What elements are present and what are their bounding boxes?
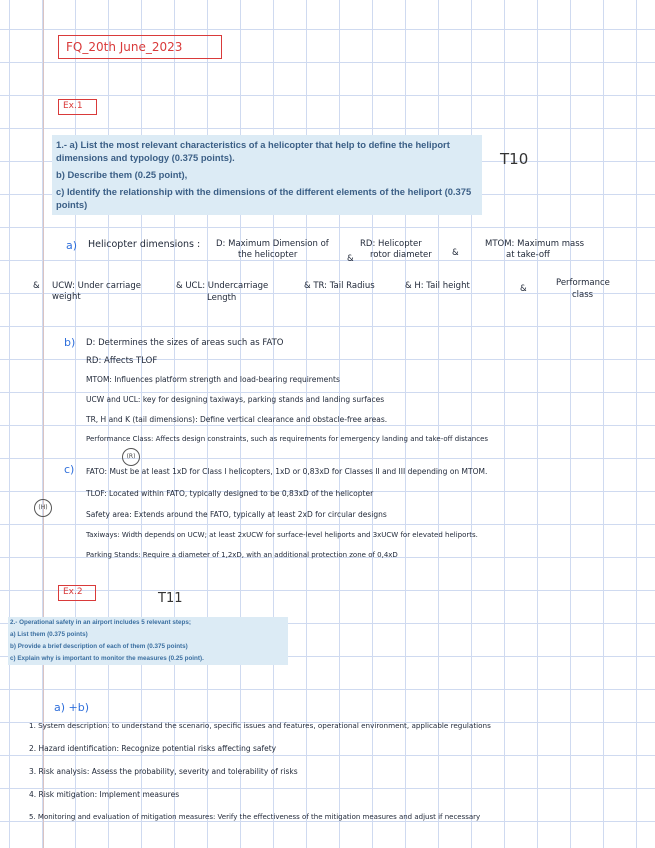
annotation-circle-h: (H)	[34, 499, 52, 517]
rd-definition-bottom: rotor diameter	[370, 250, 432, 260]
c-line-tlof: TLOF: Located within FATO, typically designed to be 0,83xD of the helicopter	[86, 489, 374, 498]
ex1-question-a: 1.- a) List the most relevant characteristics of a helicopter that help to define the heliport dimensions and typology (0.375 points).	[56, 139, 450, 163]
title-box	[58, 35, 222, 59]
d-definition-bottom: the helicopter	[238, 250, 298, 260]
b-line-rd: RD: Affects TLOF	[86, 356, 158, 366]
ex1-a-marker: a)	[66, 239, 78, 252]
c-line-safety: Safety area: Extends around the FATO, typically at least 2xD for circular designs	[86, 510, 387, 519]
ex1-tag: T10	[500, 150, 529, 168]
amp-2: &	[452, 248, 459, 258]
d-definition-top: D: Maximum Dimension of	[216, 239, 329, 249]
rd-definition-top: RD: Helicopter	[360, 239, 422, 249]
c-line-fato: FATO: Must be at least 1xD for Class I helicopters, 1xD or 0,83xD for Classes II and III depending on MTOM.	[86, 467, 488, 476]
ex2-label: Ex.2	[63, 587, 83, 597]
ex1-label-box	[58, 99, 97, 115]
ex2-question-intro: 2.- Operational safety in an airport includes 5 relevant steps;	[10, 619, 191, 626]
ex2-step-3: 3. Risk analysis: Assess the probability, severity and tolerability of risks	[29, 767, 298, 776]
dimensions-lead: Helicopter dimensions :	[88, 239, 201, 250]
ex2-question-box	[8, 617, 288, 665]
h-definition: & H: Tail height	[405, 281, 470, 291]
perf-definition-bottom: class	[572, 290, 594, 300]
ucl-definition-bottom: Length	[207, 293, 237, 303]
ucl-definition-top: & UCL: Undercarriage	[176, 281, 269, 291]
ex2-question-a: a) List them (0.375 points)	[10, 631, 88, 638]
c-line-taxiways: Taxiways: Width depends on UCW; at least 2xUCW for surface-level heliports and 3xUCW for elevated heliports.	[86, 531, 478, 539]
ex2-tag: T11	[158, 591, 183, 606]
page-title: FQ_20th June_2023	[66, 40, 183, 54]
b-line-mtom: MTOM: Influences platform strength and load-bearing requirements	[86, 375, 340, 384]
amp-line2-lead: &	[33, 281, 40, 291]
mtom-definition-top: MTOM: Maximum mass	[485, 239, 585, 249]
ucw-definition-bottom: weight	[52, 292, 81, 302]
ex2-step-1: 1. System description: to understand the scenario, specific issues and features, operational environment, applicable regulations	[29, 721, 491, 730]
ex2-step-2: 2. Hazard identification: Recognize potential risks affecting safety	[29, 744, 277, 753]
ucw-definition-top: UCW: Under carriage	[52, 281, 141, 291]
ex2-label-box	[58, 585, 96, 601]
mtom-definition-bottom: at take-off	[506, 250, 550, 260]
b-line-performance: Performance Class: Affects design constraints, such as requirements for emergency landing and take-off distances	[86, 435, 489, 443]
ex2-step-4: 4. Risk mitigation: Implement measures	[29, 790, 180, 799]
ex1-label: Ex.1	[63, 101, 83, 111]
c-line-parking: Parking Stands: Require a diameter of 1,2xD, with an additional protection zone of 0,4xD	[86, 551, 398, 559]
ex2-question-b: b) Provide a brief description of each of them (0.375 points)	[10, 643, 188, 650]
amp-perf: &	[520, 284, 527, 294]
ex1-c-marker: c)	[64, 463, 75, 476]
annotation-circle-r: (R)	[122, 448, 140, 466]
ex1-b-marker: b)	[64, 336, 76, 349]
ex2-answer-marker: a) +b)	[54, 701, 90, 714]
perf-definition-top: Performance	[556, 278, 610, 288]
ex2-step-5: 5. Monitoring and evaluation of mitigation measures: Verify the effectiveness of the mitigation measures and adjust if necessary	[29, 813, 481, 821]
amp-1: &	[347, 254, 354, 264]
b-line-ucw: UCW and UCL: key for designing taxiways, parking stands and landing surfaces	[86, 395, 385, 404]
ex1-question-c: c) Identify the relationship with the dimensions of the different elements of the heliport (0.375 points)	[56, 186, 472, 210]
ex1-question-box	[52, 135, 482, 215]
tr-definition: & TR: Tail Radius	[304, 281, 375, 291]
b-line-tr: TR, H and K (tail dimensions): Define vertical clearance and obstacle-free areas.	[86, 415, 388, 424]
b-line-d: D: Determines the sizes of areas such as FATO	[86, 338, 284, 348]
ex2-question-c: c) Explain why is important to monitor the measures (0.25 point).	[10, 655, 204, 662]
ex1-question-b: b) Describe them (0.25 point),	[56, 169, 188, 180]
